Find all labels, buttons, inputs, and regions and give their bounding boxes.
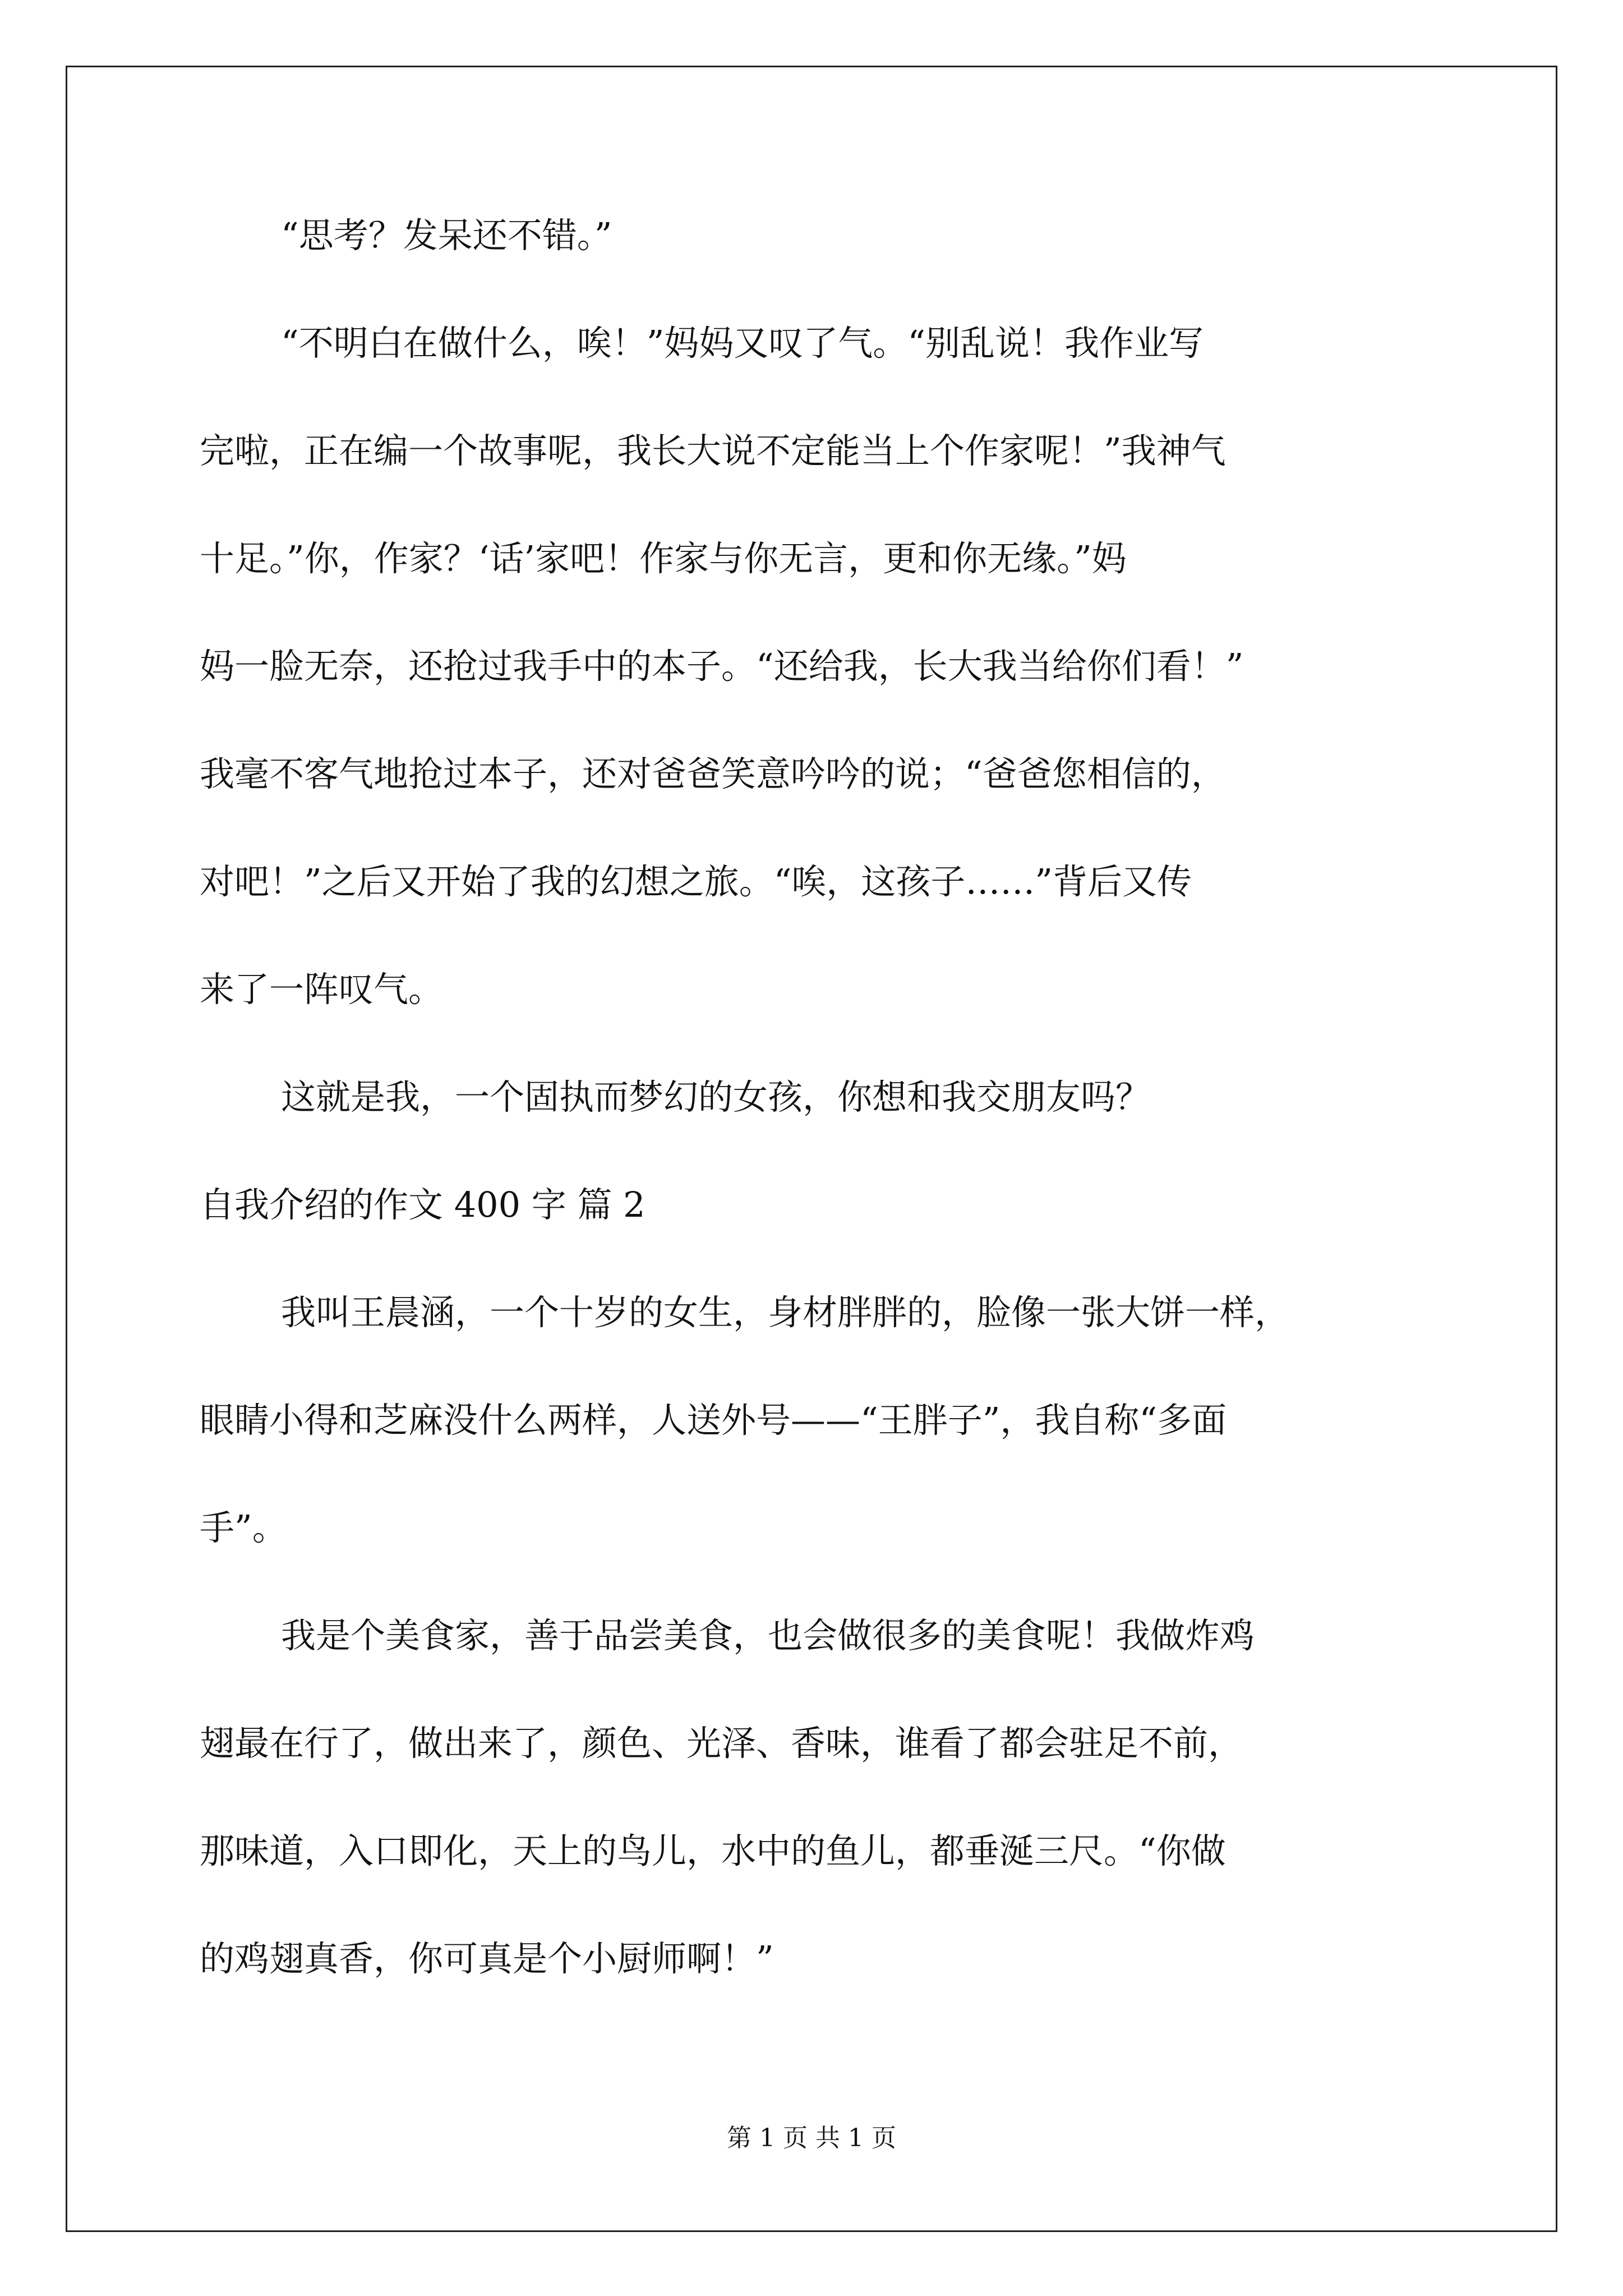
- paragraph-line: 对吧！”之后又开始了我的幻想之旅。“唉，这孩子……”背后又传: [200, 861, 1192, 902]
- paragraph-line: 的鸡翅真香，你可真是个小厨师啊！”: [200, 1938, 774, 1979]
- paragraph-line: “思考？发呆还不错。”: [281, 215, 612, 256]
- section-heading: 自我介绍的作文 400 字 篇 2: [200, 1184, 645, 1225]
- paragraph-line: 完啦，正在编一个故事呢，我长大说不定能当上个作家呢！”我神气: [200, 430, 1226, 471]
- paragraph-line: 我是个美食家，善于品尝美食，也会做很多的美食呢！我做炸鸡: [281, 1615, 1255, 1656]
- paragraph-line: 手”。: [200, 1507, 287, 1548]
- paragraph-line: 我叫王晨涵，一个十岁的女生，身材胖胖的，脸像一张大饼一样，: [281, 1292, 1290, 1333]
- paragraph-line: 翅最在行了，做出来了，颜色、光泽、香味，谁看了都会驻足不前，: [200, 1723, 1243, 1764]
- paragraph-line: 那味道，入口即化，天上的鸟儿，水中的鱼儿，都垂涎三尺。“你做: [200, 1830, 1226, 1871]
- paragraph-line: 妈一脸无奈，还抢过我手中的本子。“还给我，长大我当给你们看！”: [200, 646, 1244, 687]
- page-footer: 第 1 页 共 1 页: [727, 2124, 896, 2152]
- paragraph-line: 来了一阵叹气。: [200, 969, 444, 1010]
- paragraph-line: 十足。”你，作家？‘话’家吧！作家与你无言，更和你无缘。”妈: [200, 538, 1127, 579]
- paragraph-line: 我毫不客气地抢过本子，还对爸爸笑意吟吟的说；“爸爸您相信的，: [200, 753, 1226, 794]
- paragraph-line: “不明白在做什么，唉！”妈妈又叹了气。“别乱说！我作业写: [281, 323, 1204, 364]
- paragraph-line: 眼睛小得和芝麻没什么两样，人送外号——“王胖子”，我自称“多面: [200, 1400, 1227, 1441]
- paragraph-line: 这就是我，一个固执而梦幻的女孩，你想和我交朋友吗？: [281, 1076, 1151, 1117]
- page-border: [66, 66, 1557, 2232]
